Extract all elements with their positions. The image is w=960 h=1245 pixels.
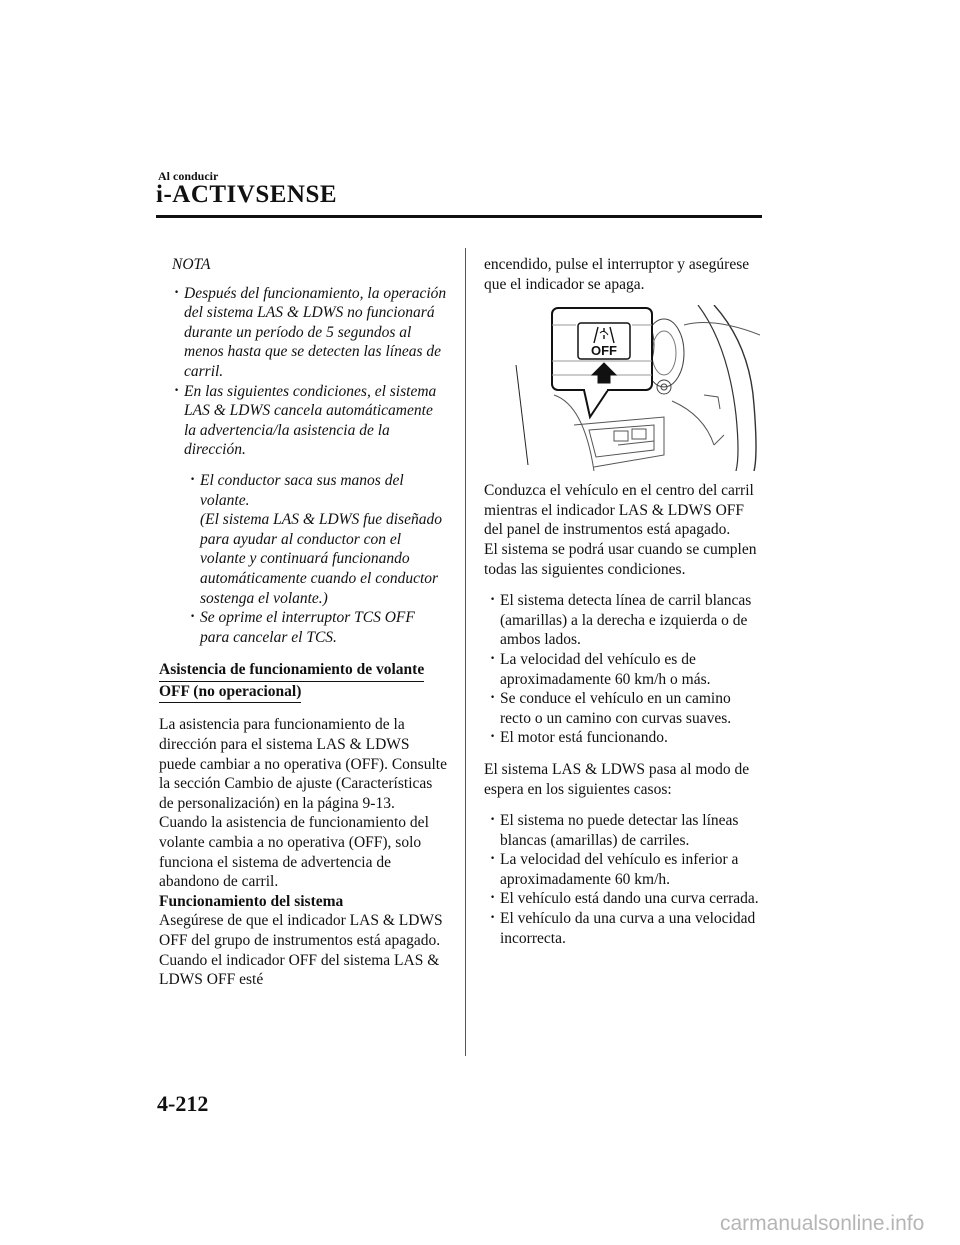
left-column (159, 255, 447, 990)
list-item: · Se conduce el vehículo en un camino recto o un camino con curvas suaves. (484, 689, 764, 728)
note-bullet: · Después del funcionamiento, la operación del sistema LAS & LDWS no funcionará durante un período de 5 segundos al menos hasta que se detecten las líneas de carril. (159, 284, 447, 382)
subheading-line: Asistencia de funcionamiento de volante (159, 660, 424, 682)
off-label: OFF (591, 343, 617, 359)
paragraph: Cuando la asistencia de funcionamiento del volante cambia a no operativa (OFF), solo funciona el sistema de advertencia de abandono de carril. (159, 814, 429, 891)
column-divider (465, 248, 466, 1056)
list-item: · El vehículo da una curva a una velocidad incorrecta. (484, 909, 764, 948)
list-item: · La velocidad del vehículo es de aproximadamente 60 km/h o más. (484, 650, 764, 689)
list-item: · El sistema no puede detectar las líneas blancas (amarillas) de carriles. (484, 811, 764, 850)
standby-list (484, 811, 764, 948)
right-column (484, 255, 764, 948)
page-title: i-ACTIVSENSE (156, 181, 338, 208)
subheading (159, 660, 424, 703)
note-list (159, 284, 447, 648)
watermark: carmanualsonline.info (720, 1212, 925, 1235)
section-label: Al conducir (158, 169, 219, 183)
subheading-line: OFF (no operacional) (159, 682, 301, 704)
page-number: 4-212 (157, 1091, 209, 1116)
paragraph: encendido, pulse el interruptor y asegúrese que el indicador se apaga. (484, 256, 750, 293)
note-sub-list (159, 471, 447, 647)
bold-heading: Funcionamiento del sistema (159, 892, 344, 910)
paragraph: El sistema se podrá usar cuando se cumplen todas las siguientes condiciones. (484, 540, 757, 578)
paragraph: La asistencia para funcionamiento de la dirección para el sistema LAS & LDWS puede cambiar a no operativa (OFF). Consulte la sección Cambio de ajuste (Características de personalización) en la página 9-13. (159, 716, 447, 812)
paragraph: Conduzca el vehículo en el centro del carril mientras el indicador LAS & LDWS OFF del panel de instrumentos está apagado. (484, 482, 754, 539)
paragraph: El sistema LAS & LDWS pasa al modo de espera en los siguientes casos: (484, 760, 750, 798)
list-item: · El motor está funcionando. (484, 728, 764, 748)
list-item: · El sistema detecta línea de carril blancas (amarillas) a la derecha e izquierda o de ambos lados. (484, 591, 764, 650)
note-sub-bullet: · El conductor saca sus manos del volante. (El sistema LAS & LDWS fue diseñado para ayudar al conductor con el volante y continuará funcionando automáticamente cuando el conductor sostenga el volante.) (159, 471, 447, 608)
list-item: · El vehículo está dando una curva cerrada. (484, 889, 764, 909)
conditions-list (484, 591, 764, 748)
paragraph: Asegúrese de que el indicador LAS & LDWS OFF del grupo de instrumentos está apagado. Cuando el indicador OFF del sistema LAS & LDWS OFF esté (159, 912, 443, 989)
dashboard-switch-figure (514, 305, 760, 471)
note-sub-bullet: · Se oprime el interruptor TCS OFF para cancelar el TCS. (159, 608, 447, 647)
list-item: · La velocidad del vehículo es inferior a aproximadamente 60 km/h. (484, 850, 764, 889)
note-label: NOTA (172, 256, 211, 273)
note-bullet: · En las siguientes condiciones, el sistema LAS & LDWS cancela automáticamente la advertencia/la asistencia de la dirección. (159, 382, 447, 460)
header-rule (156, 215, 762, 218)
